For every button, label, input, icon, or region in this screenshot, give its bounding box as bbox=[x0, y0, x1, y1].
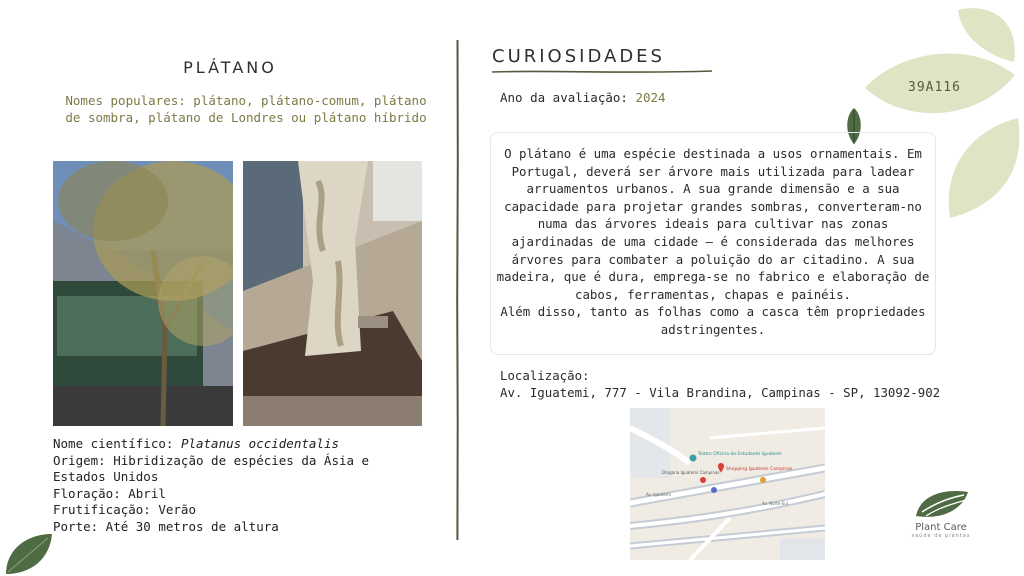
map-pin-shop-icon bbox=[760, 477, 766, 483]
location-address: Av. Iguatemi, 777 - Vila Brandina, Campinas - SP, 13092-902 bbox=[500, 385, 941, 400]
location bbox=[500, 367, 940, 401]
map-pin-theater-icon bbox=[690, 455, 697, 462]
popular-names: Nomes populares: plátano, plátano-comum, plátano de sombra, plátano de Londres ou plátano híbrido bbox=[65, 93, 427, 125]
brand-name: Plant Care saúde de plantas bbox=[911, 522, 971, 539]
map-pin-drugstore-icon bbox=[700, 477, 706, 483]
map-label-shopping: Shopping Iguatemi Campinas bbox=[726, 467, 793, 472]
map-label-avenue: Av. Iguatemi bbox=[646, 492, 671, 497]
tree-photo-building bbox=[53, 161, 233, 426]
tree-code-badge: 39A116 bbox=[908, 80, 961, 95]
location-map[interactable] bbox=[630, 408, 825, 560]
tree-photo-trunk bbox=[243, 161, 422, 426]
fruiting: Frutificação: Verão bbox=[53, 502, 196, 517]
vertical-divider bbox=[456, 40, 459, 540]
description-text: O plátano é uma espécie destinada a usos ornamentais. Em Portugal, deverá ser árvore mais utilizada para ladear arruamentos urbanos. A sua grande dimensão e a sua capacidade para projetar grandes sombras, converteram-no numa das árvores ideais para cultivar nas zonas ajardinadas de uma cidade – é considerada das melhores árvores para combater a poluição do ar citadino. A sua madeira, que é dura, emprega-se no fabrico e elaboração de cabos, ferramentas, chapas e painéis. Além disso, tanto as folhas como a casca têm propriedades adstringentes. bbox=[496, 146, 930, 337]
curiosities-title: CURIOSIDADES bbox=[492, 46, 665, 67]
evaluation-year: Ano da avaliação: 2024 bbox=[500, 90, 666, 105]
tree-info bbox=[53, 436, 369, 535]
map-label-theater: Teatro Oficina do Estudante Iguatemi bbox=[698, 452, 782, 457]
plant-care-logo-icon bbox=[912, 486, 970, 520]
map-label-drugstore: Drogaria Iguatemi Campinas bbox=[662, 470, 720, 475]
map-label-norte-sul: Av. Norte-Sul bbox=[762, 501, 788, 506]
flowering: Floração: Abril bbox=[53, 485, 166, 501]
corner-leaf-icon bbox=[2, 530, 54, 576]
tree-name: PLÁTANO bbox=[183, 58, 277, 77]
origin-line-2: Estados Unidos bbox=[53, 469, 159, 484]
leaf-bottom-icon bbox=[949, 118, 1020, 218]
scientific-name: Nome científico: Platanus occidentalis bbox=[53, 436, 339, 451]
location-label: Localização: bbox=[500, 368, 590, 383]
origin-line-1: Origem: Hibridização de espécies da Ásia e bbox=[53, 452, 370, 468]
map-pin-place-icon bbox=[711, 487, 717, 493]
size: Porte: Até 30 metros de altura bbox=[53, 518, 279, 534]
title-underline bbox=[490, 68, 714, 76]
leaf-top-icon bbox=[958, 8, 1015, 62]
